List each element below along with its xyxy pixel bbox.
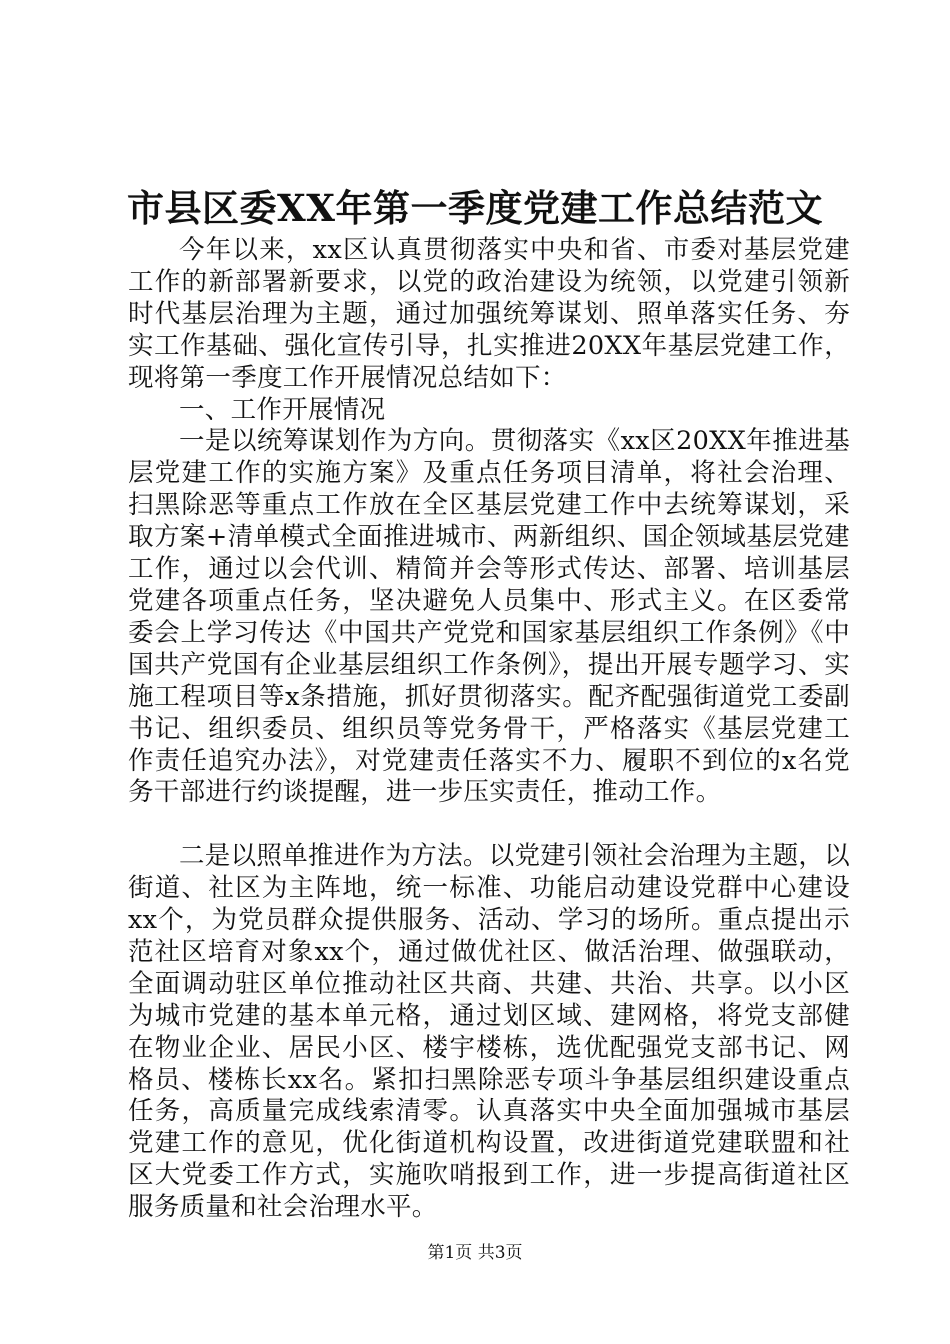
document-body — [128, 235, 850, 1224]
body-paragraph-2: 二是以照单推进作为方法。以党建引领社会治理为主题，以街道、社区为主阵地，统一标准、功能启动建设党群中心建设xx个，为党员群众提供服务、活动、学习的场所。重点提出示范社区培育对象xx个，通过做优社区、做活治理、做强联动，全面调动驻区单位推动社区共商、共建、共治、共享。以小区为城市党建的基本单元格，通过划区域、建网格，将党支部健在物业企业、居民小区、楼宇楼栋，选优配强党支部书记、网格员、楼栋长xx名。紧扣扫黑除恶专项斗争基层组织建设重点任务，高质量完成线索清零。认真落实中央全面加强城市基层党建工作的意见，优化街道机构设置，改进街道党建联盟和社区大党委工作方式，实施吹哨报到工作，进一步提高街道社区服务质量和社会治理水平。 — [128, 841, 850, 1223]
section-heading: 一、工作开展情况 — [179, 394, 386, 425]
page-footer: 第1页 共3页 — [427, 1243, 523, 1263]
intro-paragraph: 今年以来，xx区认真贯彻落实中央和省、市委对基层党建工作的新部署新要求，以党的政治建设为统领，以党建引领新时代基层治理为主题，通过加强统筹谋划、照单落实任务、夯实工作基础、强化宣传引导，扎实推进20XX年基层党建工作，现将第一季度工作开展情况总结如下： — [128, 235, 850, 393]
body-paragraph-1: 一是以统筹谋划作为方向。贯彻落实《xx区20XX年推进基层党建工作的实施方案》及重点任务项目清单，将社会治理、扫黑除恶等重点工作放在全区基层党建工作中去统筹谋划，采取方案+清单模式全面推进城市、两新组织、国企领域基层党建工作，通过以会代训、精简并会等形式传达、部署、培训基层党建各项重点任务，坚决避免人员集中、形式主义。在区委常委会上学习传达《中国共产党党和国家基层组织工作条例》《中国共产党国有企业基层组织工作条例》，提出开展专题学习、实施工程项目等x条措施，抓好贯彻落实。配齐配强街道党工委副书记、组织委员、组织员等党务骨干，严格落实《基层党建工作责任追究办法》，对党建责任落实不力、履职不到位的x名党务干部进行约谈提醒，进一步压实责任，推动工作。 — [128, 426, 850, 808]
document-title: 市县区委XX年第一季度党建工作总结范文 — [127, 186, 823, 230]
